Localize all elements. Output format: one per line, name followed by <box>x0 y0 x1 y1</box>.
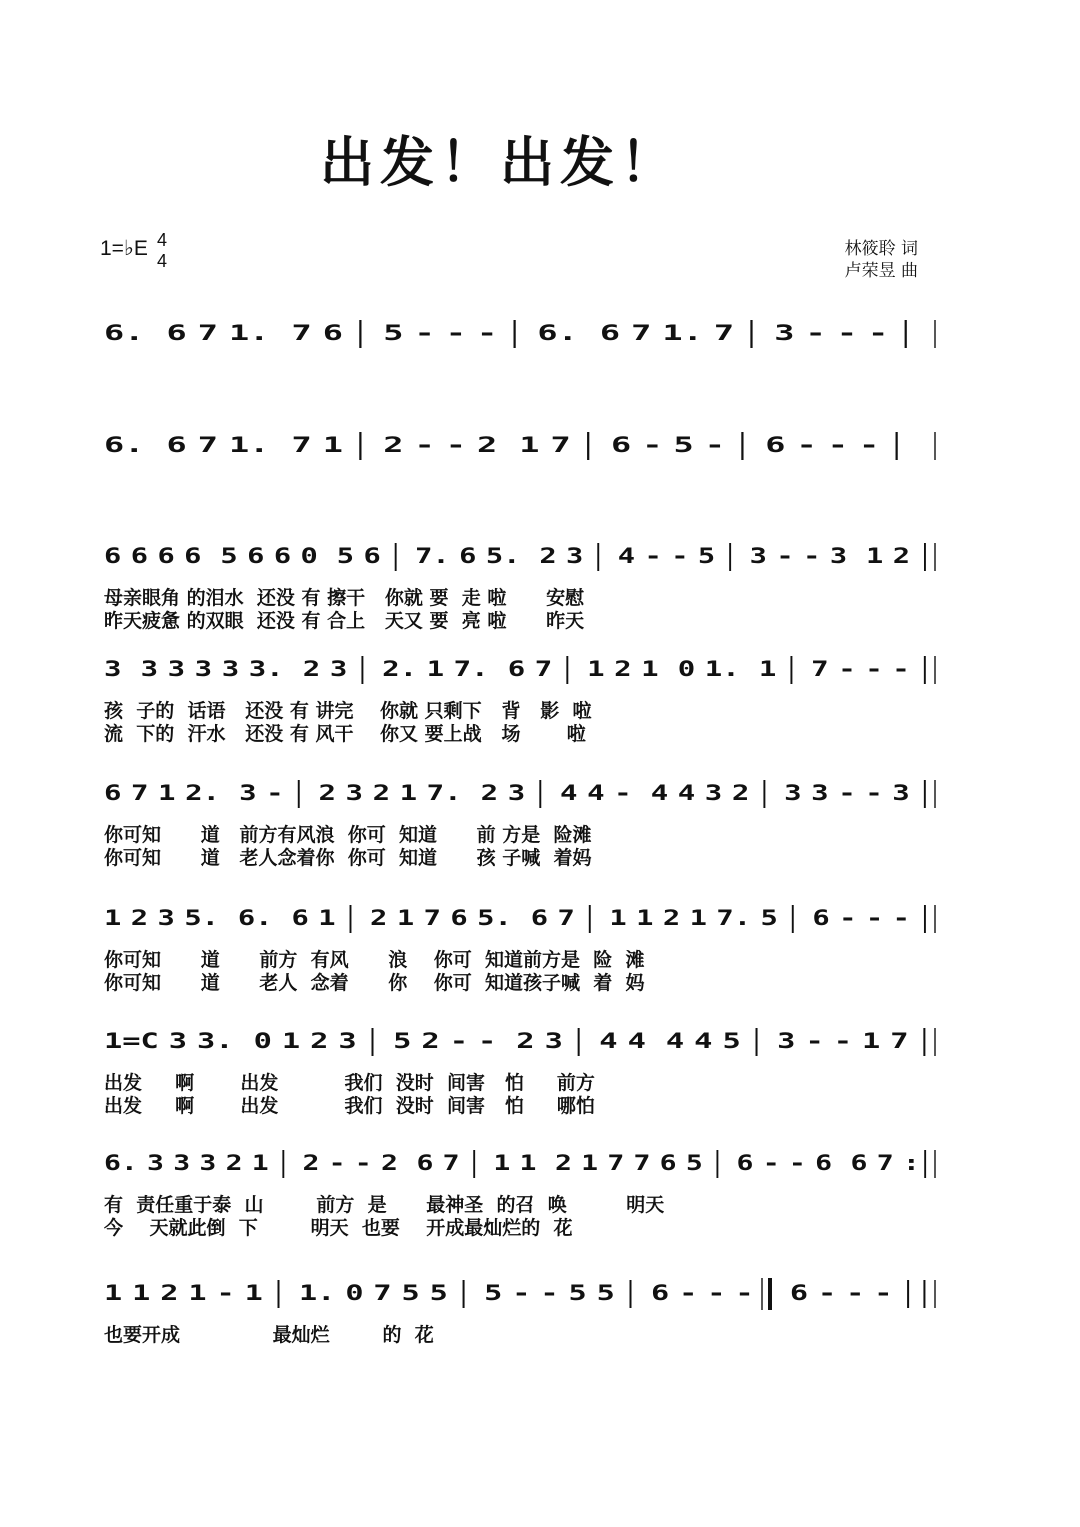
note-digit: 2 <box>130 905 149 930</box>
note-digit: 1 <box>281 1029 301 1054</box>
note-digit: 1 <box>519 432 540 458</box>
note-digit: 1 <box>581 1150 599 1176</box>
note-digit: 6 <box>103 432 125 458</box>
note-digit: 6 <box>104 1150 121 1176</box>
song-title: 出发！出发！ <box>320 130 680 194</box>
dot-mark: . <box>202 780 221 805</box>
note-digit: 3 <box>167 656 186 681</box>
dash-extension: - <box>704 432 725 458</box>
note-digit: 1 <box>866 543 884 569</box>
note-digit: 2 <box>318 780 337 805</box>
dot-mark: . <box>317 1281 336 1306</box>
note-digit: 5 <box>568 1281 587 1306</box>
note-digit: 2 <box>662 905 681 930</box>
dot-mark: . <box>682 320 703 346</box>
note-digit: 4 <box>587 780 605 805</box>
dot-mark: . <box>201 905 219 930</box>
dash-extension: - <box>614 780 632 805</box>
note-digit: 7 <box>811 656 829 681</box>
dash-extension: - <box>805 1029 824 1054</box>
note-digit: 6 <box>273 543 292 569</box>
dot-mark: . <box>503 543 521 569</box>
note-digit: 3 <box>194 656 213 681</box>
dash-extension: - <box>836 320 858 346</box>
note-digit: 1 <box>862 1029 881 1054</box>
lyric-line: 出发 啊 出发 我们 没时 间害 怕 前方 <box>104 1072 595 1094</box>
dash-extension: - <box>477 1029 497 1054</box>
note-digit: 7 <box>373 1281 392 1306</box>
note-digit: 4 <box>617 543 636 569</box>
note-digit: 5 <box>401 1281 420 1306</box>
note-digit: 1 <box>299 1281 318 1306</box>
note-digit: 3 <box>892 780 910 805</box>
note-digit: 5 <box>383 320 404 346</box>
note-digit: 6 <box>291 905 309 930</box>
note-digit: 7 <box>713 320 735 346</box>
note-digit: C <box>140 1029 159 1054</box>
note-digit: 7 <box>453 656 472 681</box>
note-digit: 3 <box>544 1029 563 1054</box>
note-digit: 1 <box>318 905 336 930</box>
lyric-line: 母亲眼角 的泪水 还没 有 擦干 你就 要 走 啦 安慰 <box>104 587 585 609</box>
dash-extension: - <box>762 1150 780 1176</box>
dash-extension: - <box>644 543 662 569</box>
note-digit: 5 <box>673 432 694 458</box>
note-digit: = <box>122 1029 141 1054</box>
dot-mark: . <box>266 656 284 681</box>
note-digit: 2 <box>185 780 203 805</box>
note-digit: 3 <box>197 1029 216 1054</box>
note-digit: 1 <box>228 320 250 346</box>
note-digit: 1 <box>636 905 654 930</box>
note-digit: 1 <box>758 656 777 681</box>
lyric-line: 今 天就此倒 下 明天 也要 开成最灿烂的 花 <box>104 1217 573 1239</box>
note-digit: 7 <box>197 432 218 458</box>
note-digit: 1 <box>244 1281 263 1306</box>
note-digit: 7 <box>415 543 433 569</box>
note-digit: 3 <box>774 320 795 346</box>
dash-extension: - <box>839 905 857 930</box>
note-digit: 7 <box>534 656 553 681</box>
note-digit: 2 <box>476 432 498 458</box>
dot-mark: . <box>471 656 489 681</box>
dash-extension: - <box>216 1281 235 1306</box>
notation-system <box>104 780 925 808</box>
notation-system <box>104 1150 925 1178</box>
note-digit: 2 <box>372 780 391 805</box>
note-digit: 1 <box>519 1150 537 1176</box>
note-digit: 1 <box>689 905 708 930</box>
note-digit: : <box>902 1150 920 1176</box>
dash-extension: - <box>858 432 880 458</box>
note-digit: 1 <box>228 432 250 458</box>
lyric-line: 流 下的 汗水 还没 有 风干 你又 要上战 场 啦 <box>104 723 586 745</box>
note-digit: 6 <box>104 780 122 805</box>
dash-extension: - <box>445 432 466 458</box>
notation-system <box>104 1028 924 1056</box>
note-digit: 7 <box>876 1150 894 1176</box>
note-digit: 1 <box>399 780 418 805</box>
note-digit: 3 <box>829 543 848 569</box>
note-digit: 4 <box>627 1029 646 1054</box>
note-digit: 6 <box>450 905 468 930</box>
note-digit: 0 <box>677 656 696 681</box>
note-digit: 3 <box>173 1150 191 1176</box>
note-digit: 5 <box>484 1281 503 1306</box>
note-digit: 2 <box>302 1150 320 1176</box>
lyric-line: 有 责任重于泰 山 前方 是 最神圣 的召 唤 明天 <box>104 1194 665 1216</box>
note-digit: 7 <box>291 320 312 346</box>
dot-mark: . <box>494 905 512 930</box>
note-digit: 7 <box>131 780 149 805</box>
dash-extension: - <box>735 1281 754 1306</box>
dot-mark: . <box>399 656 418 681</box>
note-digit: 1 <box>188 1281 207 1306</box>
note-digit: 5 <box>485 543 504 569</box>
note-digit: 5 <box>477 905 495 930</box>
dot-mark: . <box>444 780 462 805</box>
note-digit: 6 <box>237 905 256 930</box>
note-digit: 2 <box>370 905 388 930</box>
note-digit: 6 <box>736 1150 754 1176</box>
dash-extension: - <box>846 1281 865 1306</box>
dot-mark: . <box>124 432 145 458</box>
note-digit: 1 <box>609 905 627 930</box>
note-digit: 3 <box>338 1029 357 1054</box>
dash-extension: - <box>868 320 889 346</box>
note-digit: 6 <box>659 1150 677 1176</box>
notation-system <box>104 432 897 460</box>
dash-extension: - <box>707 1281 726 1306</box>
note-digit: 6 <box>611 432 632 458</box>
note-digit: 6 <box>184 543 202 569</box>
dash-extension: - <box>354 1150 372 1176</box>
dash-extension: - <box>414 432 435 458</box>
dash-extension: - <box>671 543 689 569</box>
note-digit: 0 <box>345 1281 364 1306</box>
notation-system <box>104 905 925 933</box>
note-digit: 5 <box>722 1029 741 1054</box>
note-digit: 2 <box>225 1150 243 1176</box>
note-digit: 6 <box>322 320 343 346</box>
note-digit: 3 <box>239 780 257 805</box>
note-digit: 3 <box>104 656 122 681</box>
key-signature: 1=♭E <box>100 237 148 260</box>
note-digit: 5 <box>697 543 716 569</box>
lyric-line: 你可知 道 前方有风浪 你可 知道 前 方是 险滩 <box>104 824 592 846</box>
lyric-line: 出发 啊 出发 我们 没时 间害 怕 哪怕 <box>104 1095 595 1117</box>
note-digit: 4 <box>650 780 669 805</box>
note-digit: 6 <box>363 543 381 569</box>
note-digit: 1 <box>158 780 176 805</box>
dash-extension: - <box>833 1029 853 1054</box>
note-digit: 3 <box>507 780 526 805</box>
note-digit: 5 <box>336 543 355 569</box>
note-digit: 3 <box>566 543 584 569</box>
dash-extension: - <box>865 905 884 930</box>
note-digit: 2 <box>383 432 404 458</box>
notation-system <box>104 1280 924 1308</box>
note-digit: 5 <box>220 543 238 569</box>
dot-mark: . <box>733 905 752 930</box>
lyric-line: 你可知 道 前方 有风 浪 你可 知道前方是 险 滩 <box>104 949 645 971</box>
note-digit: 3 <box>248 656 267 681</box>
dash-extension: - <box>796 432 817 458</box>
dash-extension: - <box>892 656 910 681</box>
note-digit: 3 <box>157 905 175 930</box>
dash-extension: - <box>788 1150 806 1176</box>
note-digit: 1 <box>103 1281 123 1306</box>
note-digit: 6 <box>247 543 265 569</box>
note-digit: 1 <box>704 656 723 681</box>
note-digit: 3 <box>777 1029 796 1054</box>
note-digit: 2 <box>160 1281 179 1306</box>
dash-extension: - <box>449 1029 469 1054</box>
dash-extension: - <box>874 1281 893 1306</box>
note-digit: 6 <box>166 320 187 346</box>
dash-extension: - <box>266 780 284 805</box>
note-digit: 1 <box>662 320 683 346</box>
note-digit: 5 <box>184 905 202 930</box>
note-digit: 6 <box>130 543 149 569</box>
lyric-line: 孩 子的 话语 还没 有 讲完 你就 只剩下 背 影 啦 <box>104 700 592 722</box>
note-digit: 3 <box>704 780 723 805</box>
note-digit: 7 <box>890 1029 909 1054</box>
note-digit: 1 <box>251 1150 269 1176</box>
note-digit: 2 <box>302 656 321 681</box>
dot-mark: . <box>255 905 273 930</box>
dash-extension: - <box>642 432 663 458</box>
note-digit: 3 <box>345 780 364 805</box>
dash-extension: - <box>838 780 856 805</box>
dot-mark: . <box>557 320 578 346</box>
composer: 卢荣昱 曲 <box>844 261 918 281</box>
dash-extension: - <box>512 1281 531 1306</box>
note-digit: 6 <box>103 320 125 346</box>
note-digit: 6 <box>850 1150 868 1176</box>
note-digit: 4 <box>694 1029 713 1054</box>
dot-mark: . <box>249 432 270 458</box>
note-digit: 2 <box>382 656 400 681</box>
dot-mark: . <box>120 1150 138 1176</box>
lyric-line: 昨天疲惫 的双眼 还没 有 合上 天又 要 亮 啦 昨天 <box>104 610 585 632</box>
note-digit: 6 <box>599 320 621 346</box>
notation-system <box>104 543 925 571</box>
note-digit: 7 <box>426 780 445 805</box>
dash-extension: - <box>776 543 794 569</box>
dot-mark: . <box>124 320 145 346</box>
note-digit: 2 <box>381 1150 398 1176</box>
note-digit: 3 <box>199 1150 217 1176</box>
dot-mark: . <box>215 1029 234 1054</box>
note-digit: 6 <box>157 543 175 569</box>
dot-mark: . <box>249 320 270 346</box>
dash-extension: - <box>445 320 466 346</box>
note-digit: 0 <box>253 1029 272 1054</box>
dash-extension: - <box>865 656 883 681</box>
note-digit: 1 <box>426 656 445 681</box>
lyric-line: 也要开成 最灿烂 的 花 <box>104 1324 434 1346</box>
dash-extension: - <box>803 543 821 569</box>
note-digit: 3 <box>147 1150 165 1176</box>
notation-system <box>104 656 925 684</box>
note-digit: 2 <box>539 543 557 569</box>
note-digit: 7 <box>197 320 218 346</box>
note-digit: 6 <box>789 1281 809 1306</box>
note-digit: 3 <box>784 780 802 805</box>
note-digit: 1 <box>587 656 605 681</box>
note-digit: 4 <box>677 780 696 805</box>
note-digit: 6 <box>815 1150 833 1176</box>
note-digit: 7 <box>631 320 652 346</box>
note-digit: 6 <box>166 432 187 458</box>
note-digit: 2 <box>614 656 632 681</box>
note-digit: 1 <box>104 905 122 930</box>
note-digit: 2 <box>731 780 750 805</box>
dash-extension: - <box>540 1281 559 1306</box>
note-digit: 1 <box>322 432 343 458</box>
note-digit: 6 <box>651 1281 670 1306</box>
note-digit: 7 <box>291 432 312 458</box>
note-digit: 1 <box>132 1281 151 1306</box>
lyric-line: 你可知 道 老人 念着 你 你可 知道孩子喊 着 妈 <box>104 972 645 994</box>
note-digit: 6 <box>530 905 549 930</box>
note-digit: 3 <box>140 656 159 681</box>
note-digit: 5 <box>429 1281 448 1306</box>
note-digit: 2 <box>480 780 499 805</box>
note-digit: 6 <box>765 432 786 458</box>
note-digit: 1 <box>641 656 659 681</box>
dot-mark: . <box>722 656 740 681</box>
note-digit: 3 <box>811 780 829 805</box>
time-signature-bottom: 4 <box>156 251 167 271</box>
lyricist: 林筱聆 词 <box>844 239 918 259</box>
dot-mark: . <box>432 543 450 569</box>
note-digit: 7 <box>423 905 441 930</box>
note-digit: 7 <box>716 905 734 930</box>
dash-extension: - <box>838 656 856 681</box>
note-digit: 7 <box>550 432 571 458</box>
note-digit: 6 <box>459 543 477 569</box>
note-digit: 2 <box>554 1150 572 1176</box>
note-digit: 6 <box>507 656 526 681</box>
note-digit: 2 <box>310 1029 329 1054</box>
time-signature-top: 4 <box>156 230 167 250</box>
note-digit: 1 <box>493 1150 511 1176</box>
note-digit: 0 <box>300 543 318 569</box>
note-digit: 4 <box>560 780 578 805</box>
note-digit: 4 <box>599 1029 618 1054</box>
note-digit: 3 <box>168 1029 188 1054</box>
note-digit: 7 <box>442 1150 460 1176</box>
note-digit: 3 <box>749 543 767 569</box>
note-digit: 7 <box>633 1150 651 1176</box>
note-digit: 5 <box>760 905 778 930</box>
dash-extension: - <box>892 905 911 930</box>
note-digit: 6 <box>537 320 558 346</box>
note-digit: 1 <box>396 905 415 930</box>
note-digit: 6 <box>104 543 122 569</box>
lyric-line: 你可知 道 老人念着你 你可 知道 孩 子喊 着妈 <box>104 847 592 869</box>
note-digit: 6 <box>416 1150 434 1176</box>
dash-extension: - <box>679 1281 698 1306</box>
dash-extension: - <box>865 780 883 805</box>
dash-extension: - <box>805 320 826 346</box>
note-digit: 6 <box>812 905 830 930</box>
dash-extension: - <box>414 320 435 346</box>
note-digit: 5 <box>596 1281 615 1306</box>
note-digit: 7 <box>557 905 575 930</box>
dash-extension: - <box>827 432 848 458</box>
note-digit: 2 <box>421 1029 440 1054</box>
note-digit: 2 <box>516 1029 535 1054</box>
notation-system <box>104 320 906 348</box>
note-digit: 4 <box>665 1029 685 1054</box>
dash-extension: - <box>328 1150 346 1176</box>
note-digit: 3 <box>221 656 240 681</box>
note-digit: 1 <box>104 1029 123 1054</box>
note-digit: 5 <box>685 1150 703 1176</box>
note-digit: 3 <box>329 656 348 681</box>
dash-extension: - <box>476 320 498 346</box>
note-digit: 7 <box>607 1150 625 1176</box>
note-digit: 2 <box>892 543 911 569</box>
note-digit: 5 <box>393 1029 412 1054</box>
dash-extension: - <box>817 1281 837 1306</box>
